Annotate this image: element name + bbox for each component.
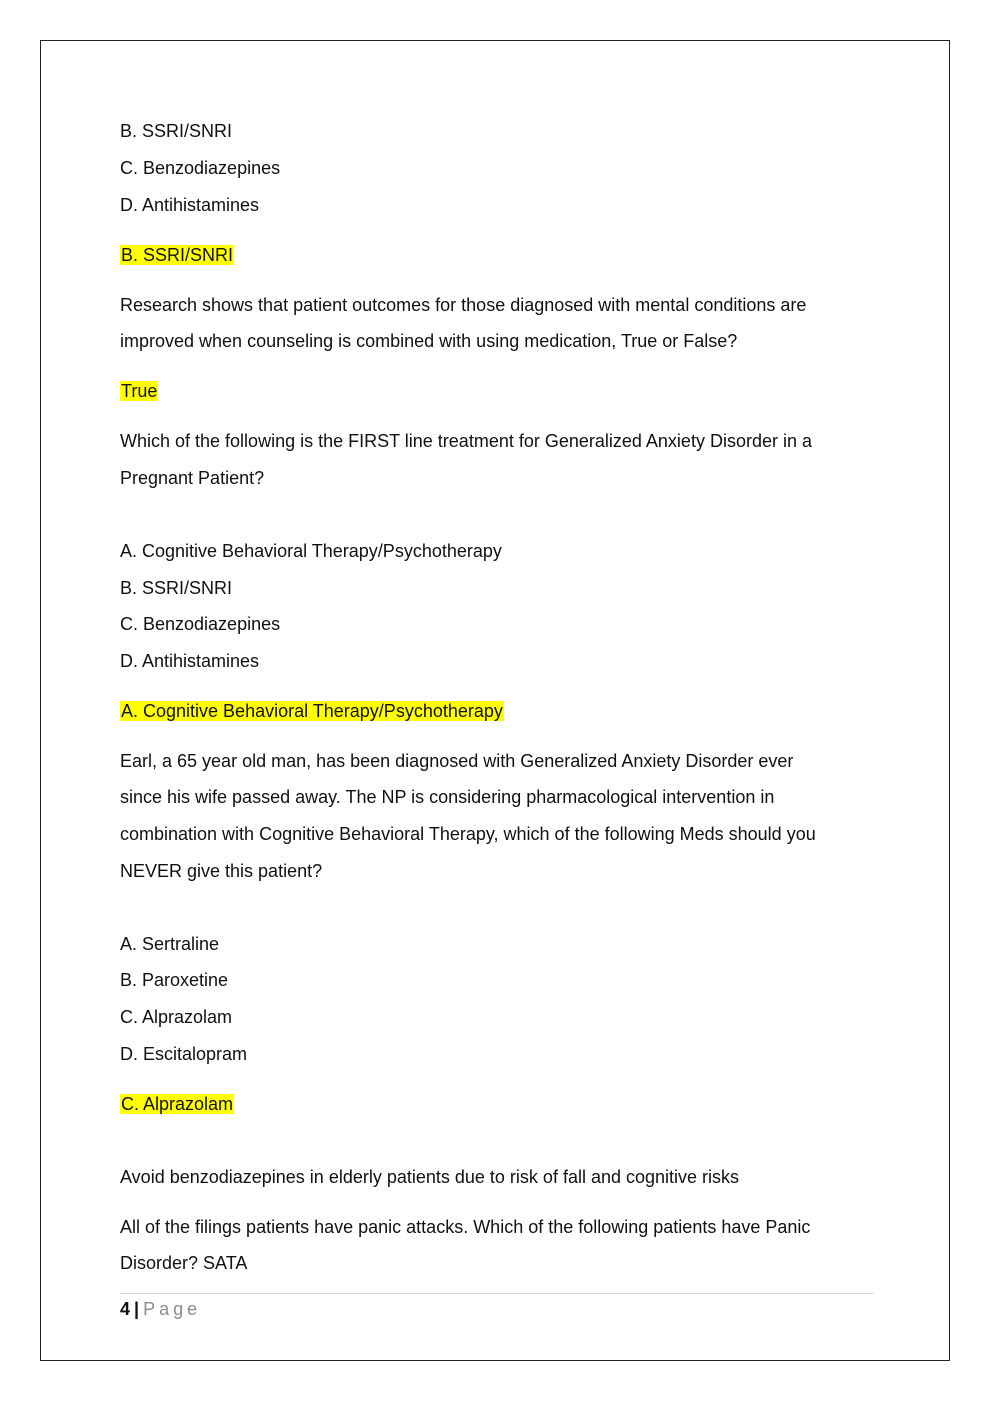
q4-answer-highlight: C. Alprazolam <box>121 1094 234 1114</box>
q4-question-line-4: NEVER give this patient? <box>120 861 323 881</box>
q4-option-a: A. Sertraline <box>120 934 220 954</box>
q1-option-d: D. Antihistamines <box>120 195 260 215</box>
q3-question-line-2: Pregnant Patient? <box>120 468 265 488</box>
q3-answer-line <box>120 699 504 723</box>
q4-option-b: B. Paroxetine <box>120 970 229 990</box>
q4-question-line-1: Earl, a 65 year old man, has been diagnosed with Generalized Anxiety Disorder ever <box>120 751 794 771</box>
q4-question-line-2: since his wife passed away. The NP is considering pharmacological intervention in <box>120 787 775 807</box>
q3-question-line-1: Which of the following is the FIRST line treatment for Generalized Anxiety Disorder in a <box>120 431 812 451</box>
q3-answer-highlight: A. Cognitive Behavioral Therapy/Psychotherapy <box>121 701 503 721</box>
q3-option-b: B. SSRI/SNRI <box>120 578 233 598</box>
q4-question-line-3: combination with Cognitive Behavioral Therapy, which of the following Meds should you <box>120 824 816 844</box>
q4-rationale: Avoid benzodiazepines in elderly patients due to risk of fall and cognitive risks <box>120 1167 740 1187</box>
q1-answer-highlight: B. SSRI/SNRI <box>121 245 234 265</box>
page-footer <box>120 1297 201 1321</box>
q3-option-a: A. Cognitive Behavioral Therapy/Psychotherapy <box>120 541 502 561</box>
q4-answer-line <box>120 1092 234 1116</box>
q4-option-d: D. Escitalopram <box>120 1044 248 1064</box>
footer-separator: | <box>134 1299 140 1319</box>
q2-answer-line <box>120 379 158 403</box>
q1-answer-line <box>120 243 234 267</box>
q4-option-c: C. Alprazolam <box>120 1007 233 1027</box>
q5-question-line-2: Disorder? SATA <box>120 1253 248 1273</box>
q1-option-c: C. Benzodiazepines <box>120 158 281 178</box>
footer-page-word: Page <box>143 1299 202 1319</box>
q2-question-line-2: improved when counseling is combined with using medication, True or False? <box>120 331 738 351</box>
footer-page-number: 4 <box>120 1299 131 1319</box>
q2-question-line-1: Research shows that patient outcomes for those diagnosed with mental conditions are <box>120 295 807 315</box>
q1-option-b: B. SSRI/SNRI <box>120 121 233 141</box>
q3-option-d: D. Antihistamines <box>120 651 260 671</box>
q5-question-line-1: All of the filings patients have panic attacks. Which of the following patients have Panic <box>120 1217 811 1237</box>
q2-answer-highlight: True <box>121 381 158 401</box>
q3-option-c: C. Benzodiazepines <box>120 614 281 634</box>
footer-divider <box>120 1293 874 1294</box>
